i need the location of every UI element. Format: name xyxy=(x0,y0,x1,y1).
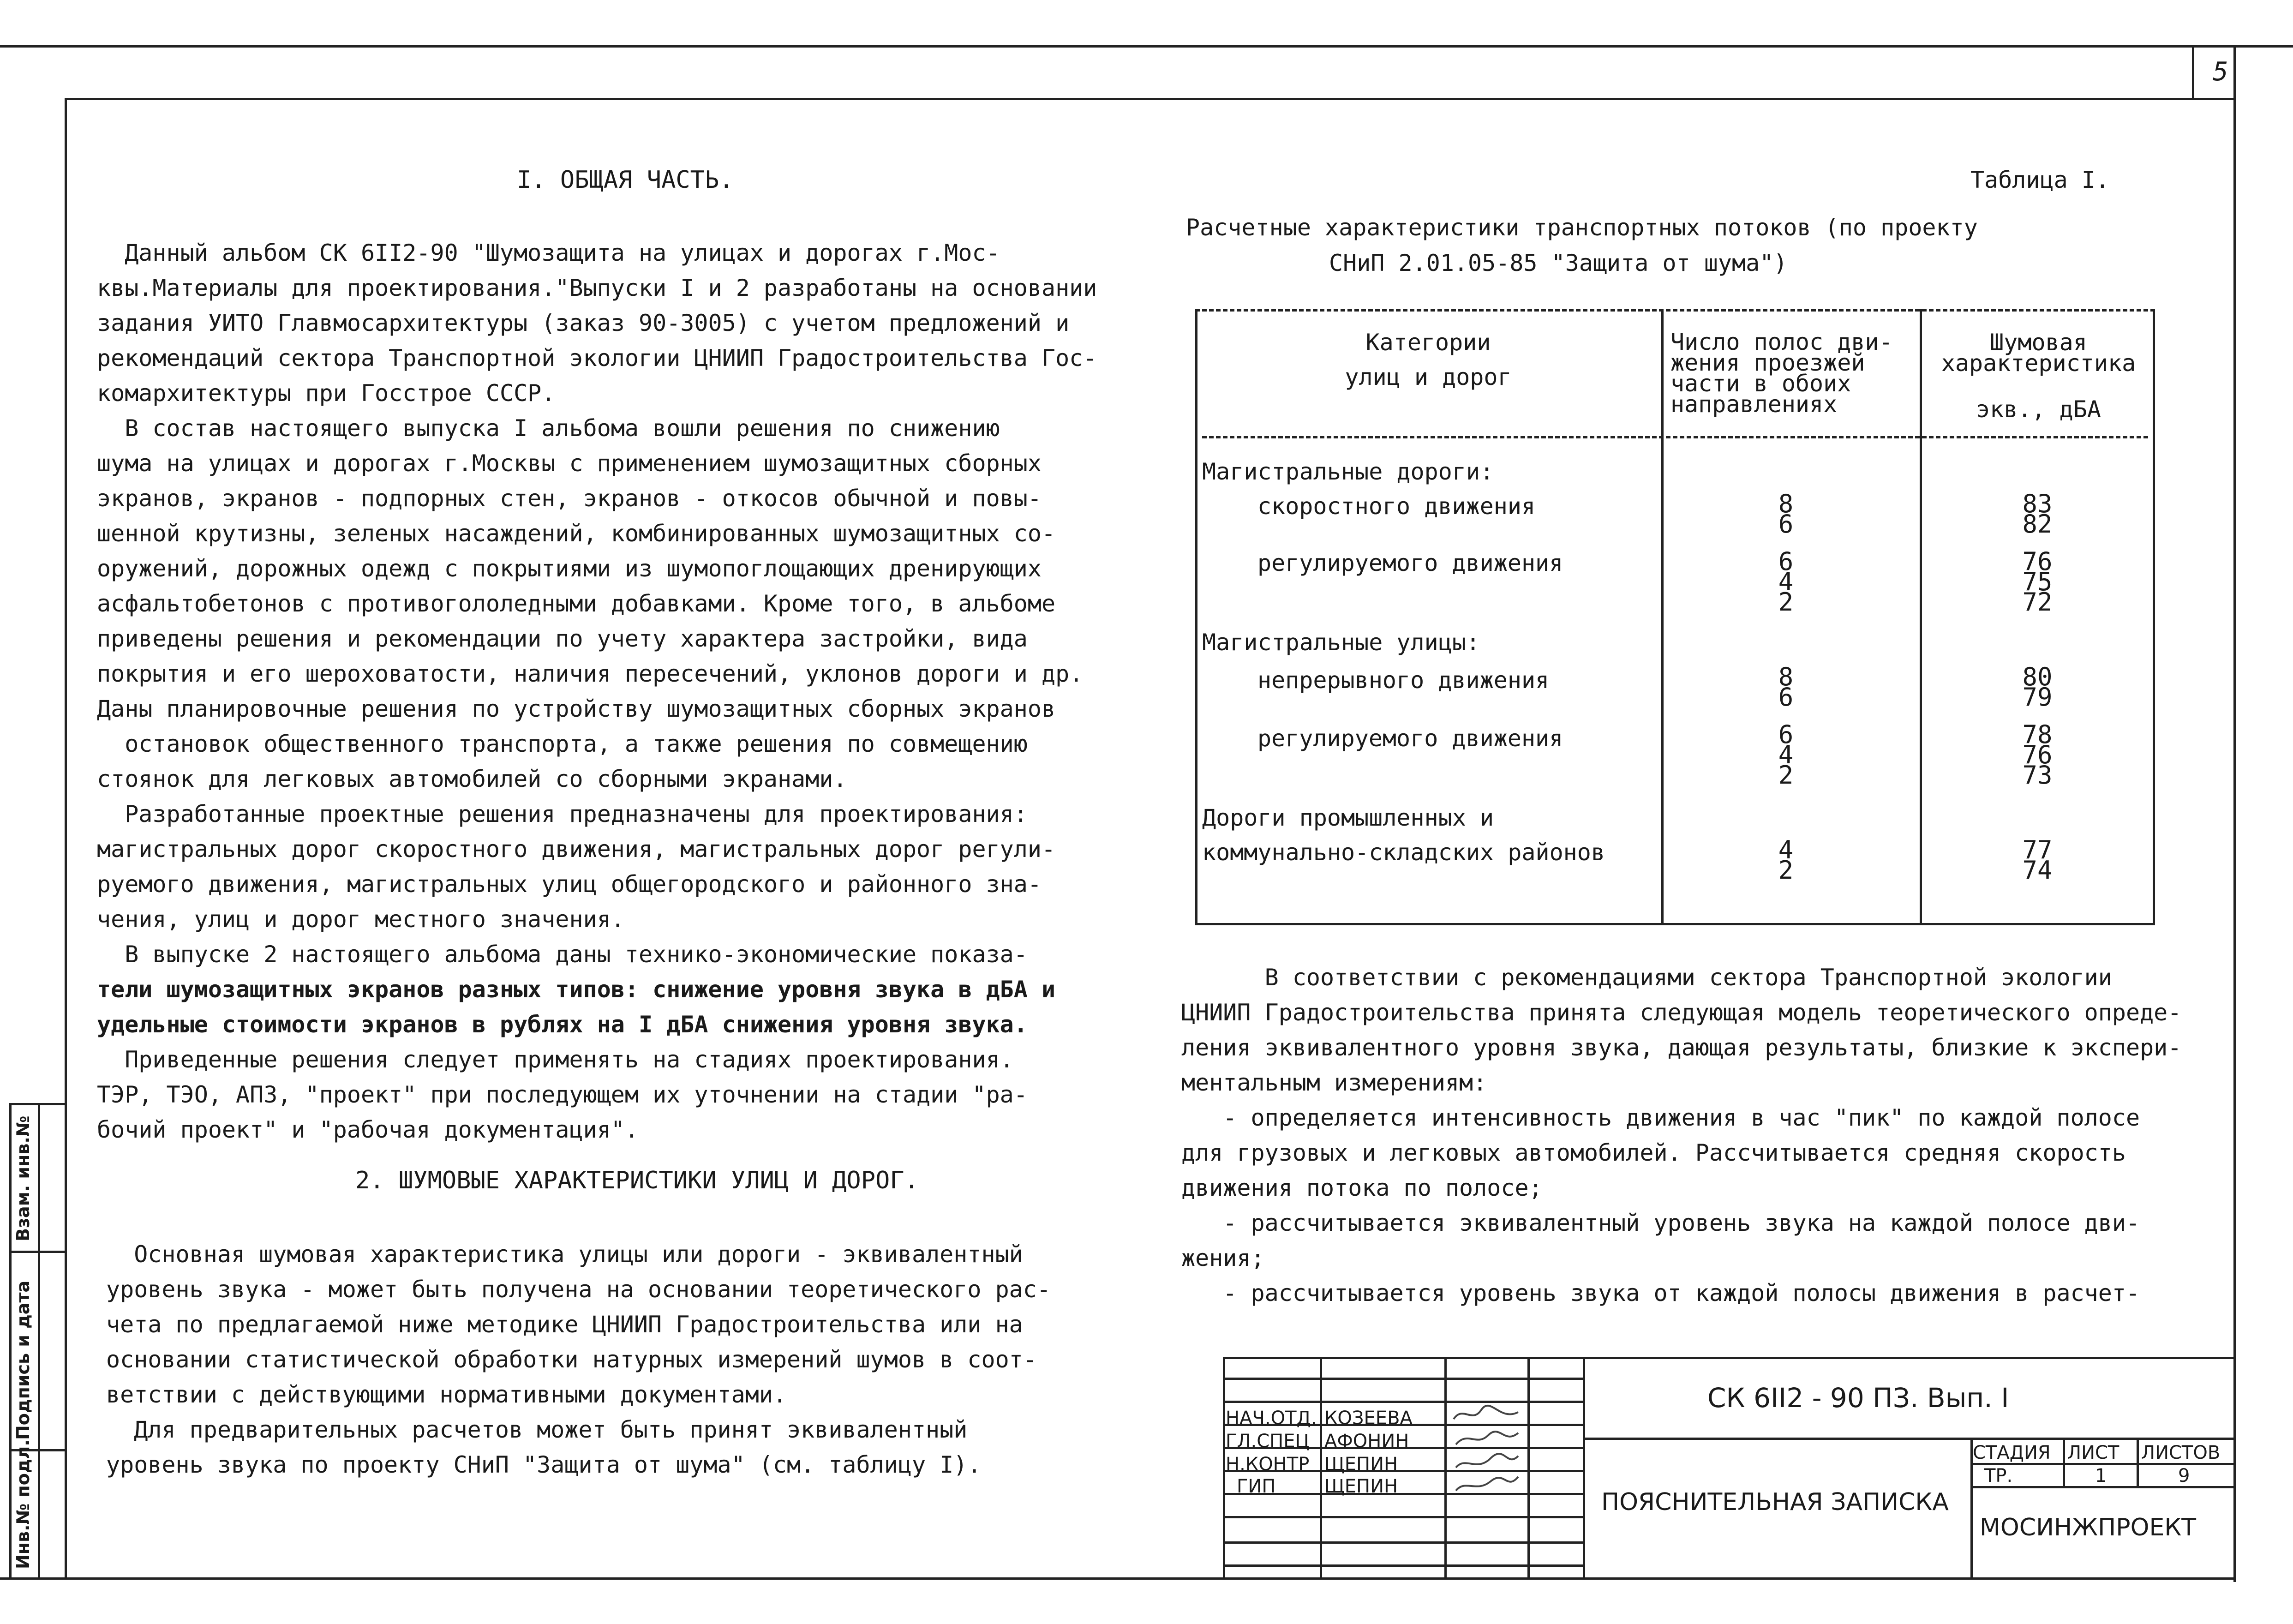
text-line: руемого движения, магистральных улиц общегородского и районного зна- xyxy=(97,871,1042,898)
stamp-name: АФОНИН xyxy=(1324,1431,1409,1452)
text-line: шума на улицах и дорогах г.Москвы с применением шумозащитных сборных xyxy=(97,450,1042,477)
header-lanes-3: части в обоих xyxy=(1670,370,1851,397)
text-line: В выпуске 2 настоящего альбома даны технико-экономические показа- xyxy=(97,941,1028,968)
header-lanes-1: Число полос дви- xyxy=(1670,329,1893,355)
table-top-border xyxy=(1195,309,2155,312)
row-lanes: 8 6 xyxy=(1778,662,1794,712)
tb-line xyxy=(1223,1357,2236,1359)
tb-line xyxy=(1444,1357,1447,1578)
text-line: тели шумозащитных экранов разных типов: снижение уровня звука в дБА и xyxy=(97,976,1056,1003)
text-line: основании статистической обработки натурных измерений шумов в соот- xyxy=(106,1346,1037,1373)
row-levels: 83 82 xyxy=(2022,489,2053,539)
stamp-name: ЩЕПИН xyxy=(1324,1454,1398,1475)
row-label: регулируемого движения xyxy=(1257,725,1563,752)
row-label: скоростного движения xyxy=(1257,493,1536,520)
row-levels: 77 74 xyxy=(2022,835,2053,885)
text-line: жения; xyxy=(1181,1245,1265,1271)
text-line: магистральных дорог скоростного движения, магистральных дорог регули- xyxy=(97,836,1056,863)
frame-right xyxy=(2233,45,2236,1582)
stamp-sheets-header: ЛИСТОВ xyxy=(2141,1442,2221,1463)
text-line: движения потока по полосе; xyxy=(1181,1175,1543,1201)
text-line: Для предварительных расчетов может быть принят эквивалентный xyxy=(106,1416,968,1443)
side-strip-line-2 xyxy=(38,1103,40,1578)
header-noise-2: характеристика xyxy=(1941,350,2136,377)
stamp-role: ГИП xyxy=(1237,1476,1276,1497)
tb-line xyxy=(1223,1541,1583,1544)
text-line: шенной крутизны, зеленых насаждений, комбинированных шумозащитных со- xyxy=(97,520,1056,547)
text-line: Основная шумовая характеристика улицы или дороги - эквивалентный xyxy=(106,1241,1023,1268)
table-col-divider-1 xyxy=(1661,309,1664,925)
tb-line xyxy=(1583,1357,1585,1578)
text-line: бочий проект" и "рабочая документация". xyxy=(97,1116,639,1143)
row-lanes: 4 2 xyxy=(1778,835,1794,885)
section1-para-5 xyxy=(97,1042,1135,1147)
row-levels: 80 79 xyxy=(2022,662,2053,712)
page-number: 5 xyxy=(2213,57,2228,87)
text-line: Даны планировочные решения по устройству шумозащитных сборных экранов xyxy=(97,695,1056,722)
stamp-role: НАЧ.ОТД. xyxy=(1226,1408,1317,1429)
text-line: остановок общественного транспорта, а также решения по совмещению xyxy=(97,731,1028,757)
tb-line xyxy=(1223,1564,1583,1567)
header-lanes-4: направлениях xyxy=(1670,391,1838,418)
text-line: - рассчитывается уровень звука от каждой полосы движения в расчет- xyxy=(1181,1280,2140,1306)
side-label-inventory: Инв.№ подл. xyxy=(13,1439,33,1569)
table-label: Таблица I. xyxy=(1970,167,2110,193)
signature-marks xyxy=(1449,1401,1527,1495)
section2-title: 2. ШУМОВЫЕ ХАРАКТЕРИСТИКИ УЛИЦ И ДОРОГ. xyxy=(355,1167,919,1194)
tb-line xyxy=(2063,1438,2065,1486)
stamp-title: ПОЯСНИТЕЛЬНАЯ ЗАПИСКА xyxy=(1601,1488,1949,1516)
text-line: экранов, экранов - подпорных стен, экранов - откосов обычной и повы- xyxy=(97,485,1042,512)
text-line: ветствии с действующими нормативными документами. xyxy=(106,1381,787,1408)
text-line: ТЭР, ТЭО, АПЗ, "проект" при последующем их уточнении на стадии "ра- xyxy=(97,1081,1028,1108)
header-noise-1: Шумовая xyxy=(1990,329,2087,356)
tb-line xyxy=(1527,1357,1530,1578)
text-line: ЦНИИП Градостроительства принята следующая модель теоретического опреде- xyxy=(1181,999,2182,1026)
section2-para-2 xyxy=(106,1412,1144,1482)
stamp-stage-value: ТР. xyxy=(1984,1465,2013,1486)
text-line: рекомендаций сектора Транспортной экологии ЦНИИП Градостроительства Гос- xyxy=(97,345,1097,372)
tb-line xyxy=(1223,1516,1583,1518)
text-line: уровень звука по проекту СНиП "Защита от шума" (см. таблицу I). xyxy=(106,1451,982,1478)
section1-para-4 xyxy=(97,937,1135,1042)
text-line: Разработанные проектные решения предназначены для проектирования: xyxy=(97,801,1028,827)
frame-top xyxy=(65,98,2233,100)
stamp-name: КОЗЕЕВА xyxy=(1324,1408,1413,1429)
row-lanes: 6 4 2 xyxy=(1778,720,1794,790)
stamp-role: Н.КОНТР xyxy=(1226,1454,1310,1475)
stamp-role: ГЛ.СПЕЦ xyxy=(1226,1431,1310,1452)
table-caption-1: Расчетные характеристики транспортных потоков (по проекту xyxy=(1186,214,1978,241)
row-lanes: 8 6 xyxy=(1778,489,1794,539)
right-body xyxy=(1181,960,2220,1311)
header-category-1: Категории xyxy=(1365,329,1491,356)
header-category-2: улиц и дорог xyxy=(1345,364,1512,390)
text-line: удельные стоимости экранов в рублях на I дБА снижения уровня звука. xyxy=(97,1011,1028,1038)
tb-line xyxy=(1223,1493,1583,1495)
table-bottom-border xyxy=(1195,923,2155,925)
row-levels: 76 75 72 xyxy=(2022,547,2053,617)
text-line: комархитектуры при Госстрое СССР. xyxy=(97,380,556,407)
text-line: для грузовых и легковых автомобилей. Рассчитывается средняя скорость xyxy=(1181,1139,2126,1166)
stamp-sheet-value: 1 xyxy=(2095,1465,2107,1486)
text-line: задания УИТО Главмосархитектуры (заказ 90-3005) с учетом предложений и xyxy=(97,310,1070,336)
text-line: В состав настоящего выпуска I альбома вошли решения по снижению xyxy=(97,415,1000,442)
title-block xyxy=(1223,1357,2236,1578)
frame-left xyxy=(65,98,67,1579)
text-line: чета по предлагаемой ниже методике ЦНИИП Градостроительства или на xyxy=(106,1311,1023,1338)
table-caption-2: СНиП 2.01.05-85 "Защита от шума") xyxy=(1329,250,1788,276)
tb-line xyxy=(1223,1401,1583,1403)
row-label: коммунально-складских районов xyxy=(1202,839,1605,866)
section2-para-1 xyxy=(106,1237,1144,1412)
text-line: чения, улиц и дорог местного значения. xyxy=(97,906,625,933)
table-header-divider xyxy=(1202,436,2148,438)
stamp-code: СК 6II2 - 90 ПЗ. Вып. I xyxy=(1707,1382,2009,1414)
stamp-sheet-header: ЛИСТ xyxy=(2067,1442,2119,1463)
tb-line xyxy=(1320,1357,1322,1578)
side-strip-line xyxy=(9,1103,12,1578)
tb-line xyxy=(2137,1438,2139,1486)
text-line: оружений, дорожных одежд с покрытиями из шумопоглощающих дренирующих xyxy=(97,555,1042,582)
stamp-sheets-value: 9 xyxy=(2178,1465,2190,1486)
text-line: В соответствии с рекомендациями сектора Транспортной экологии xyxy=(1181,964,2112,991)
text-line: - рассчитывается эквивалентный уровень звука на каждой полосе дви- xyxy=(1181,1210,2140,1236)
text-line: Данный альбом СК 6II2-90 "Шумозащита на улицах и дорогах г.Мос- xyxy=(97,240,1000,266)
side-strip-div1 xyxy=(9,1103,67,1105)
section1-para-1 xyxy=(97,235,1135,411)
text-line: асфальтобетонов с противогололедными добавками. Кроме того, в альбоме xyxy=(97,590,1056,617)
page-number-box xyxy=(2192,45,2194,100)
top-rule xyxy=(0,45,2293,48)
noise-table xyxy=(1195,309,2155,925)
header-lanes-2: жения проезжей xyxy=(1670,349,1865,376)
section1-para-3 xyxy=(97,797,1135,937)
stamp-name: ЩЕПИН xyxy=(1324,1476,1398,1497)
tb-line xyxy=(1223,1378,1583,1380)
row-label: Магистральные улицы: xyxy=(1202,629,1480,656)
text-line: покрытия и его шероховатости, наличия пересечений, уклонов дороги и др. xyxy=(97,660,1084,687)
section1-para-2 xyxy=(97,411,1135,797)
row-label: Магистральные дороги: xyxy=(1202,458,1494,485)
stamp-stage-header: СТАДИЯ xyxy=(1973,1442,2051,1463)
section1-body xyxy=(97,235,1135,1147)
text-line: ления эквивалентного уровня звука, дающая результаты, близкие к экспери- xyxy=(1181,1034,2182,1061)
text-line: ментальным измерениям: xyxy=(1181,1069,1487,1096)
section2-body xyxy=(106,1237,1144,1482)
table-left-border xyxy=(1195,309,1197,925)
text-line: Приведенные решения следует применять на стадиях проектирования. xyxy=(97,1046,1014,1073)
row-lanes: 6 4 2 xyxy=(1778,547,1794,617)
tb-line xyxy=(1223,1357,1225,1578)
section1-title: I. ОБЩАЯ ЧАСТЬ. xyxy=(517,166,734,194)
side-strip-div2 xyxy=(9,1251,67,1253)
row-label: непрерывного движения xyxy=(1257,667,1550,694)
text-line: приведены решения и рекомендации по учету характера застройки, вида xyxy=(97,625,1028,652)
text-line: - определяется интенсивность движения в час "пик" по каждой полосе xyxy=(1181,1104,2140,1131)
row-label: Дороги промышленных и xyxy=(1202,804,1494,831)
row-label: регулируемого движения xyxy=(1257,550,1563,576)
side-label-signature: Подпись и дата xyxy=(13,1280,33,1440)
text-line: квы.Материалы для проектирования."Выпуски I и 2 разработаны на основании xyxy=(97,275,1097,301)
side-label-replace: Взам. инв.№ xyxy=(13,1115,33,1241)
header-noise-3: экв., дБА xyxy=(1976,396,2101,423)
stamp-org: МОСИНЖПРОЕКТ xyxy=(1980,1514,2197,1541)
row-levels: 78 76 73 xyxy=(2022,720,2053,790)
text-line: стоянок для легковых автомобилей со сборными экранами. xyxy=(97,766,847,792)
text-line: уровень звука - может быть получена на основании теоретического рас- xyxy=(106,1276,1051,1303)
